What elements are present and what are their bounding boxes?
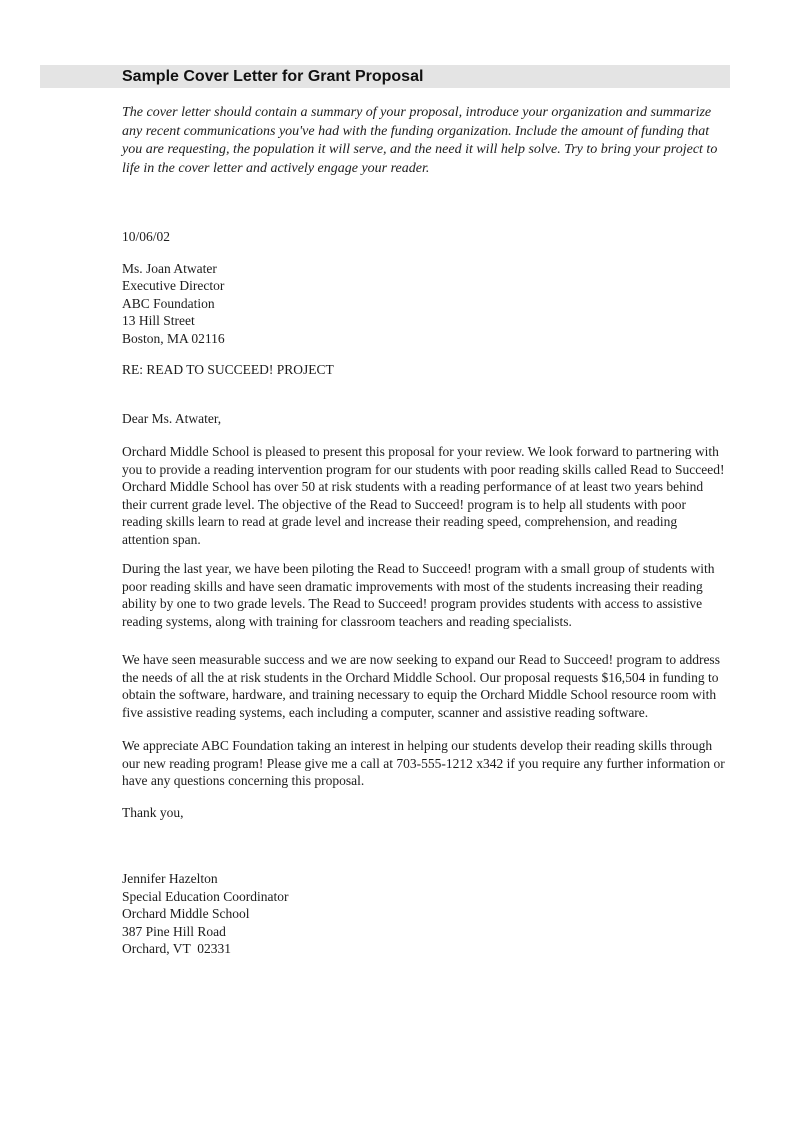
section-title-bar xyxy=(40,65,730,88)
sender-city-state-zip: Orchard, VT 02331 xyxy=(122,941,231,956)
body-paragraph-2: During the last year, we have been piloting the Read to Succeed! program with a small group of students with poor reading skills and have seen dramatic improvements with most of the students increasing their reading ability by one to two grade levels. The Read to Succeed! program provides students with access to assistive reading systems, along with training for classroom teachers and reading specialists. xyxy=(122,561,715,629)
page-title: Sample Cover Letter for Grant Proposal xyxy=(122,68,424,85)
body-paragraph-3: We have seen measurable success and we are now seeking to expand our Read to Succeed! program to address the needs of all the at risk students in the Orchard Middle School. Our proposal requests $16,504 in funding to obtain the software, hardware, and training necessary to equip the Orchard Middle School resource room with five assistive reading systems, each including a computer, scanner and assistive reading software. xyxy=(122,652,720,720)
sender-title: Special Education Coordinator xyxy=(122,888,289,904)
body-paragraph-4: We appreciate ABC Foundation taking an interest in helping our students develop their reading skills through our new reading program! Please give me a call at 703-555-1212 x342 if you require any further information or have any questions concerning this proposal. xyxy=(122,738,725,788)
recipient-name: Ms. Joan Atwater xyxy=(122,260,217,276)
recipient-title: Executive Director xyxy=(122,278,225,293)
body-paragraph-1: Orchard Middle School is pleased to present this proposal for your review. We look forward to partnering with you to provide a reading intervention program for our students with poor reading skills called Read to Succeed! Orchard Middle School has over 50 at risk students with a reading performance of at least two years behind their current grade level. The objective of the Read to Succeed! program is to help all students with poor reading skills learn to read at grade level and increase their reading speed, comprehension, and reading attention span. xyxy=(122,444,725,547)
date-line: 10/06/02 xyxy=(122,229,171,244)
recipient-city-state-zip: Boston, MA 02116 xyxy=(122,330,225,346)
recipient-organization: ABC Foundation xyxy=(122,295,215,311)
sender-street: 387 Pine Hill Road xyxy=(122,923,226,939)
recipient-address-block xyxy=(122,260,726,348)
signature-block xyxy=(122,870,726,958)
letter-body xyxy=(122,104,726,958)
closing-line: Thank you, xyxy=(122,804,184,820)
intro-instructions: The cover letter should contain a summary of your proposal, introduce your organization and summarize any recent communications you've had with the funding organization. Include the amount of funding that you are requesting, the population it will serve, and the need it will help solve. Try to bring your project to life in the cover letter and actively engage your reader. xyxy=(122,105,718,176)
sender-organization: Orchard Middle School xyxy=(122,906,250,921)
sender-name: Jennifer Hazelton xyxy=(122,871,218,886)
salutation: Dear Ms. Atwater, xyxy=(122,410,222,426)
recipient-street: 13 Hill Street xyxy=(122,313,195,328)
subject-line: RE: READ TO SUCCEED! PROJECT xyxy=(122,362,334,377)
